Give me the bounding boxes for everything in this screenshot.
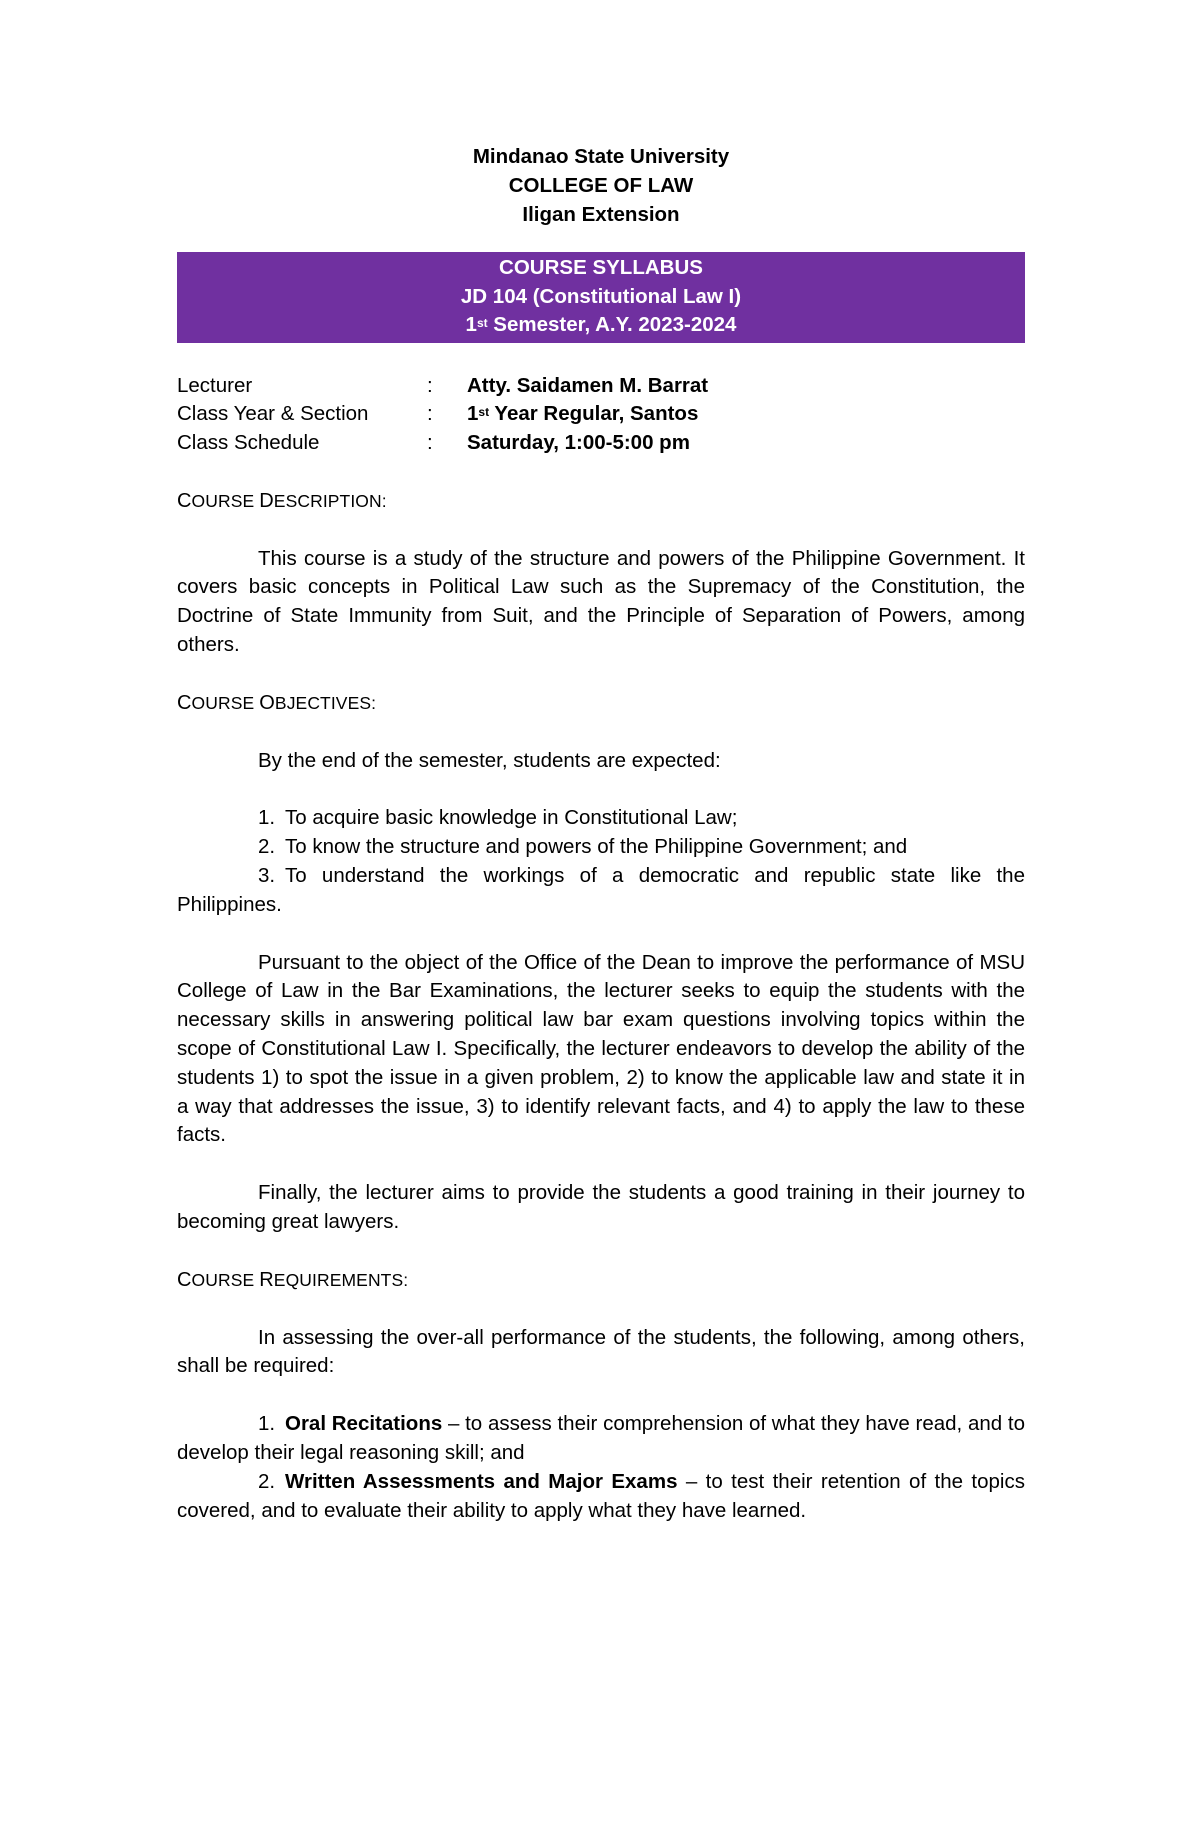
title-rest: OURSE xyxy=(191,490,260,511)
list-text: To understand the workings of a democratic and republic state like the Philippines. xyxy=(177,864,1025,916)
info-colon: : xyxy=(427,373,433,397)
list-item xyxy=(177,1410,1025,1468)
title-rest: ESCRIPTION: xyxy=(273,490,387,511)
list-text: To know the structure and powers of the Philippine Government; and xyxy=(285,835,908,859)
document-header xyxy=(177,142,1025,229)
title-initial: C xyxy=(177,489,192,512)
syllabus-page xyxy=(177,142,1025,1525)
info-value: Saturday, 1:00-5:00 pm xyxy=(467,431,690,455)
title-initial: C xyxy=(177,1268,192,1291)
info-row-schedule xyxy=(177,429,1025,458)
requirement-name: Oral Recitations xyxy=(285,1412,443,1436)
requirement-text: – to test their retention of the topics covered, and to evaluate their ability to apply what they have learned. xyxy=(177,1469,1025,1522)
pursuant-paragraph: Pursuant to the object of the Office of the Dean to improve the performance of MSU College of Law in the Bar Examinations, the lecturer seeks to equip the students with the necessary skills in answering political law bar exam questions involving topics within the scope of Constitutional Law I. Specifically, the lecturer endeavors to develop the ability of the students 1) to spot the issue in a given problem, 2) to know the applicable law and state it in a way that addresses the issue, 3) to identify relevant facts, and 4) to apply the law to these facts. xyxy=(177,950,1025,1147)
list-item xyxy=(177,804,1025,833)
banner-course: JD 104 (Constitutional Law I) xyxy=(460,284,742,308)
list-text: To acquire basic knowledge in Constitutional Law; xyxy=(285,806,738,830)
title-rest: EQUIREMENTS: xyxy=(273,1269,409,1290)
info-colon: : xyxy=(427,431,433,455)
list-item xyxy=(177,1468,1025,1526)
list-number: 2. xyxy=(258,835,276,859)
list-number: 3. xyxy=(258,864,276,888)
info-label: Lecturer xyxy=(177,373,253,397)
section-title-objectives xyxy=(177,689,1025,718)
title-initial: C xyxy=(177,691,192,714)
course-info xyxy=(177,372,1025,458)
objectives-list xyxy=(177,804,1025,919)
list-number: 2. xyxy=(258,1469,276,1493)
info-colon: : xyxy=(427,402,433,426)
title-rest: OURSE xyxy=(191,1269,260,1290)
title-rest: OURSE xyxy=(191,692,260,713)
title-rest: BJECTIVES: xyxy=(274,692,377,713)
requirement-text: – to assess their comprehension of what they have read, and to develop their legal reasoning skill; and xyxy=(177,1412,1025,1465)
college-name: COLLEGE OF LAW xyxy=(508,174,694,197)
campus-name: Iligan Extension xyxy=(522,203,680,226)
finally-paragraph: Finally, the lecturer aims to provide the students a good training in their journey to becoming great lawyers. xyxy=(177,1181,1025,1234)
title-initial: O xyxy=(259,691,275,714)
info-value: Atty. Saidamen M. Barrat xyxy=(467,373,709,397)
requirements-intro: In assessing the over-all performance of the students, the following, among others, shall be required: xyxy=(177,1325,1025,1378)
section-title-description xyxy=(177,487,1025,516)
banner-semester xyxy=(177,311,1025,340)
list-number: 1. xyxy=(258,1412,276,1436)
semester-text: Semester, A.Y. 2023-2024 xyxy=(487,313,737,336)
requirement-name: Written Assessments and Major Exams xyxy=(285,1469,678,1493)
semester-ordinal: st xyxy=(476,316,488,330)
info-label: Class Schedule xyxy=(177,431,320,455)
description-paragraph: This course is a study of the structure and powers of the Philippine Government. It covers basic concepts in Political Law such as the Supremacy of the Constitution, the Doctrine of State Immunity from Suit, and the Principle of Separation of Powers, among others. xyxy=(177,546,1025,657)
semester-number: 1 xyxy=(465,313,477,336)
info-row-lecturer xyxy=(177,372,1025,401)
section-title-requirements xyxy=(177,1266,1025,1295)
info-value xyxy=(467,400,698,429)
title-initial: D xyxy=(259,489,274,512)
year-ordinal: st xyxy=(478,405,490,420)
info-label: Class Year & Section xyxy=(177,402,369,426)
university-name: Mindanao State University xyxy=(472,145,730,168)
requirements-list xyxy=(177,1410,1025,1525)
list-item xyxy=(177,862,1025,920)
objectives-intro: By the end of the semester, students are expected: xyxy=(258,748,721,772)
list-item xyxy=(177,833,1025,862)
year-text: Year Regular, Santos xyxy=(489,402,699,426)
title-initial: R xyxy=(259,1268,274,1291)
banner-title: COURSE SYLLABUS xyxy=(499,256,703,279)
info-row-class-year xyxy=(177,400,1025,429)
syllabus-banner xyxy=(177,252,1025,343)
list-number: 1. xyxy=(258,806,276,830)
year-number: 1 xyxy=(467,402,479,426)
